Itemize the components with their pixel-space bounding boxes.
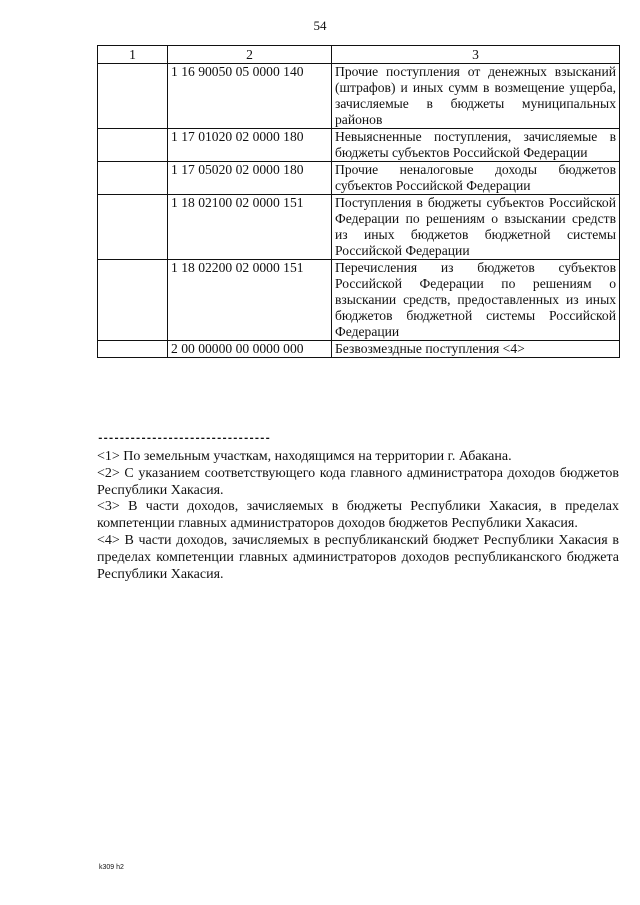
table-cell-col1 bbox=[98, 195, 168, 260]
table-row bbox=[98, 129, 620, 162]
table-cell-code: 1 18 02100 02 0000 151 bbox=[168, 195, 332, 260]
table-header-row bbox=[98, 46, 620, 64]
header-col-2: 2 bbox=[168, 46, 332, 64]
table-cell-col1 bbox=[98, 64, 168, 129]
table-cell-description: Прочие неналоговые доходы бюджетов субъектов Российской Федерации bbox=[332, 162, 620, 195]
header-col-1: 1 bbox=[98, 46, 168, 64]
table-cell-col1 bbox=[98, 341, 168, 358]
footnote-2: <2> С указанием соответствующего кода главного администратора доходов бюджетов Республики Хакасия. bbox=[97, 465, 619, 498]
footnote-1: <1> По земельным участкам, находящимся на территории г. Абакана. bbox=[97, 449, 512, 464]
table-cell-code: 1 18 02200 02 0000 151 bbox=[168, 260, 332, 341]
table-cell-code: 1 16 90050 05 0000 140 bbox=[168, 64, 332, 129]
footnote-separator: -------------------------------- bbox=[97, 433, 270, 445]
table-cell-col1 bbox=[98, 162, 168, 195]
table-row bbox=[98, 64, 620, 129]
document-marker: k309 h2 bbox=[99, 864, 124, 871]
table-cell-code: 1 17 01020 02 0000 180 bbox=[168, 129, 332, 162]
page-number: 54 bbox=[313, 18, 327, 33]
table-cell-code: 2 00 00000 00 0000 000 bbox=[168, 341, 332, 358]
table-row bbox=[98, 162, 620, 195]
table-cell-code: 1 17 05020 02 0000 180 bbox=[168, 162, 332, 195]
table-cell-description: Прочие поступления от денежных взысканий (штрафов) и иных сумм в возмещение ущерба, зачисляемые в бюджеты муниципальных районов bbox=[332, 64, 620, 129]
footnote-3: <3> В части доходов, зачисляемых в бюджеты Республики Хакасия, в пределах компетенции главных администраторов доходов бюджетов Республики Хакасия. bbox=[97, 499, 619, 532]
table-row bbox=[98, 260, 620, 341]
footnotes bbox=[97, 449, 619, 583]
table-row bbox=[98, 341, 620, 358]
table-cell-col1 bbox=[98, 260, 168, 341]
table-cell-col1 bbox=[98, 129, 168, 162]
table-row bbox=[98, 195, 620, 260]
income-codes-table bbox=[97, 45, 620, 358]
header-col-3: 3 bbox=[332, 46, 620, 64]
table-cell-description: Невыясненные поступления, зачисляемые в бюджеты субъектов Российской Федерации bbox=[332, 129, 620, 162]
table-cell-description: Поступления в бюджеты субъектов Российской Федерации по решениям о взыскании средств из иных бюджетов бюджетной системы Российской Федерации bbox=[332, 195, 620, 260]
footnote-4: <4> В части доходов, зачисляемых в республиканский бюджет Республики Хакасия в пределах компетенции главных администраторов доходов республиканского бюджета Республики Хакасия. bbox=[97, 532, 619, 582]
table-cell-description: Безвозмездные поступления <4> bbox=[332, 341, 620, 358]
table-cell-description: Перечисления из бюджетов субъектов Российской Федерации по решениям о взыскании средств, предоставленных из иных бюджетов бюджетной системы Российской Федерации bbox=[332, 260, 620, 341]
